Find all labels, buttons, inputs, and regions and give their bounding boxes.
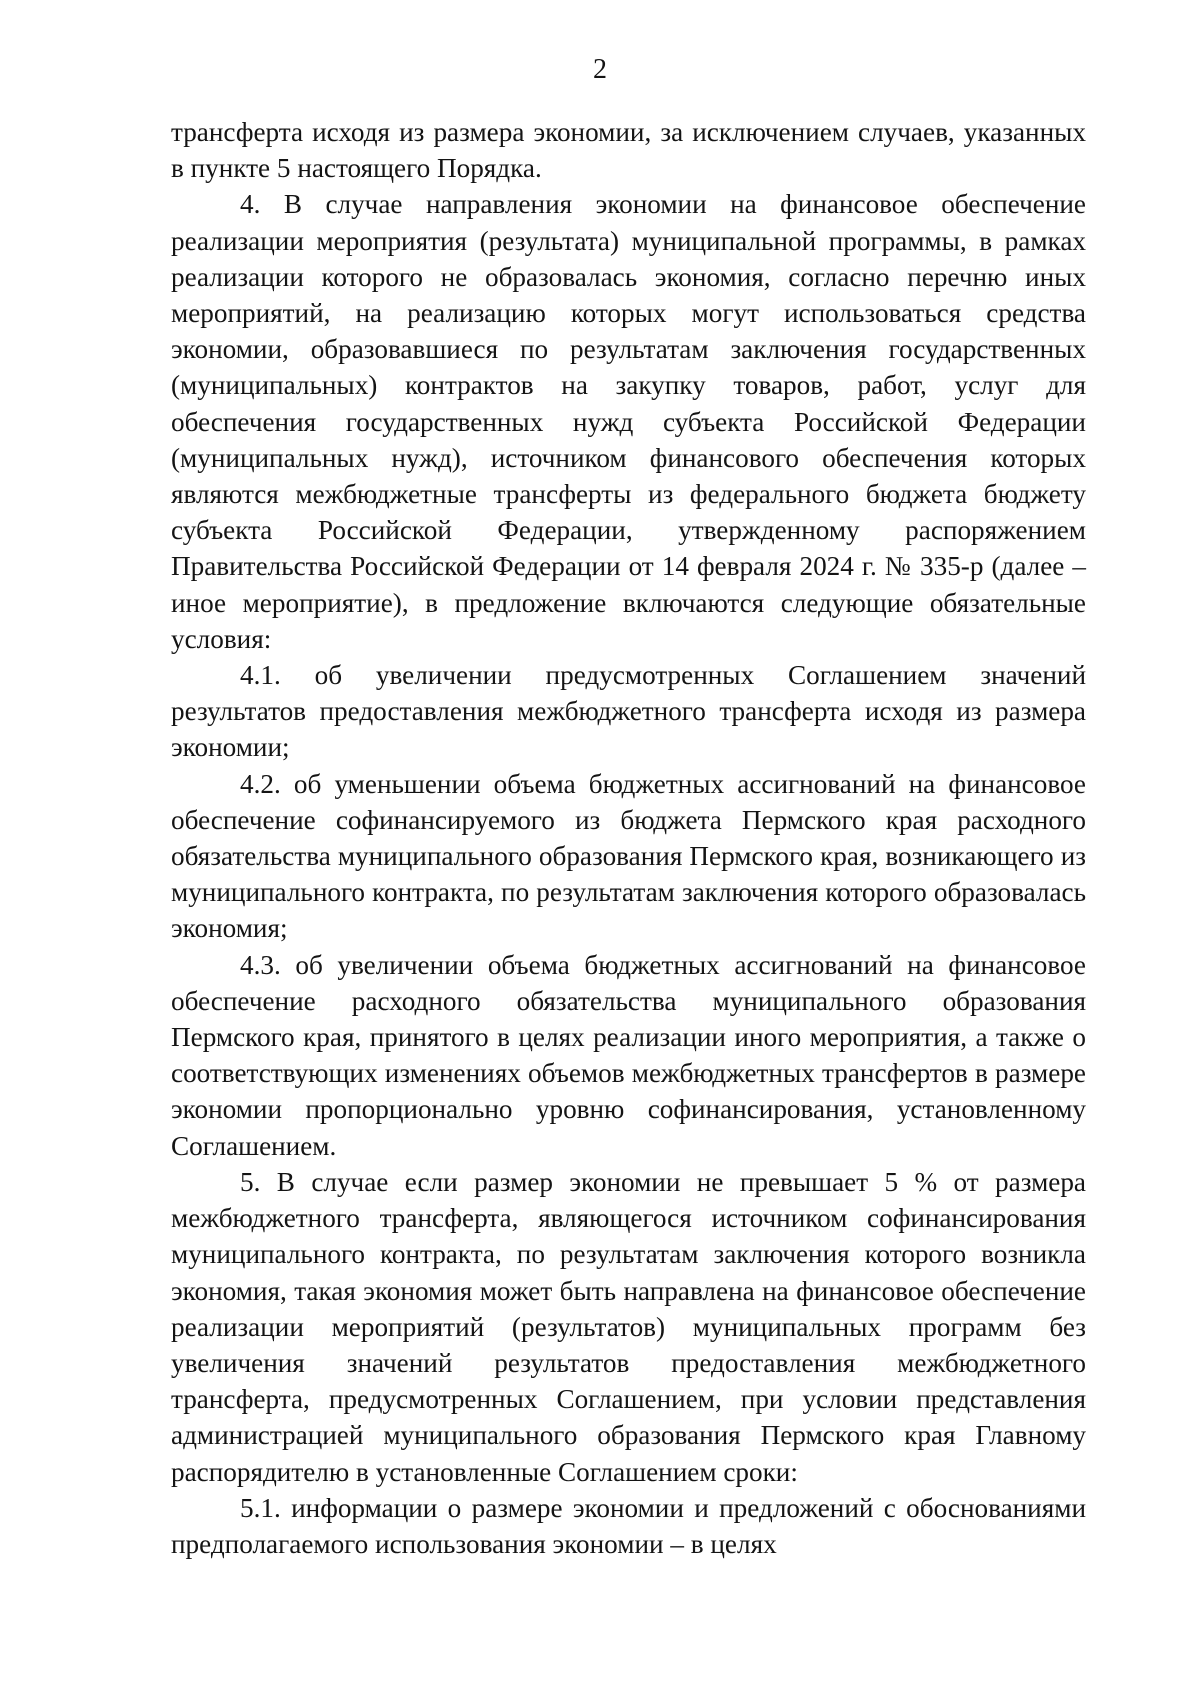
- document-body: [171, 114, 1086, 1562]
- paragraph-item-4-1: 4.1. об увеличении предусмотренных Соглашением значений результатов предоставления межбюджетного трансферта исходя из размера экономии;: [171, 660, 1086, 763]
- page-number: 2: [593, 54, 607, 85]
- paragraph-item-5-1: 5.1. информации о размере экономии и предложений с обоснованиями предполагаемого использования экономии – в целях: [171, 1492, 1086, 1559]
- paragraph-item-4: 4. В случае направления экономии на финансовое обеспечение реализации мероприятия (результата) муниципальной программы, в рамках реализации которого не образовалась экономия, согласно перечню иных мероприятий, на реализацию которых могут использоваться средства экономии, образовавшиеся по результатам заключения государственных (муниципальных) контрактов на закупку товаров, работ, услуг для обеспечения государственных нужд субъекта Российской Федерации (муниципальных нужд), источником финансового обеспечения которых являются межбюджетные трансферты из федерального бюджета бюджету субъекта Российской Федерации, утвержденному распоряжением Правительства Российской Федерации от 14 февраля 2024 г. № 335-р (далее – иное мероприятие), в предложение включаются следующие обязательные условия:: [171, 189, 1086, 654]
- paragraph-continuation: трансферта исходя из размера экономии, за исключением случаев, указанных в пункте 5 настоящего Порядка.: [171, 117, 1086, 184]
- paragraph-item-4-2: 4.2. об уменьшении объема бюджетных ассигнований на финансовое обеспечение софинансируемого из бюджета Пермского края расходного обязательства муниципального образования Пермского края, возникающего из муниципального контракта, по результатам заключения которого образовалась экономия;: [171, 768, 1086, 944]
- paragraph-item-4-3: 4.3. об увеличении объема бюджетных ассигнований на финансовое обеспечение расходного обязательства муниципального образования Пермского края, принятого в целях реализации иного мероприятия, а также о соответствующих изменениях объемов межбюджетных трансфертов в размере экономии пропорционально уровню софинансирования, установленному Соглашением.: [171, 949, 1086, 1161]
- paragraph-item-5: 5. В случае если размер экономии не превышает 5 % от размера межбюджетного трансферта, являющегося источником софинансирования муниципального контракта, по результатам заключения которого возникла экономия, такая экономия может быть направлена на финансовое обеспечение реализации мероприятий (результатов) муниципальных программ без увеличения значений результатов предоставления межбюджетного трансферта, предусмотренных Соглашением, при условии представления администрацией муниципального образования Пермского края Главному распорядителю в установленные Соглашением сроки:: [171, 1166, 1086, 1487]
